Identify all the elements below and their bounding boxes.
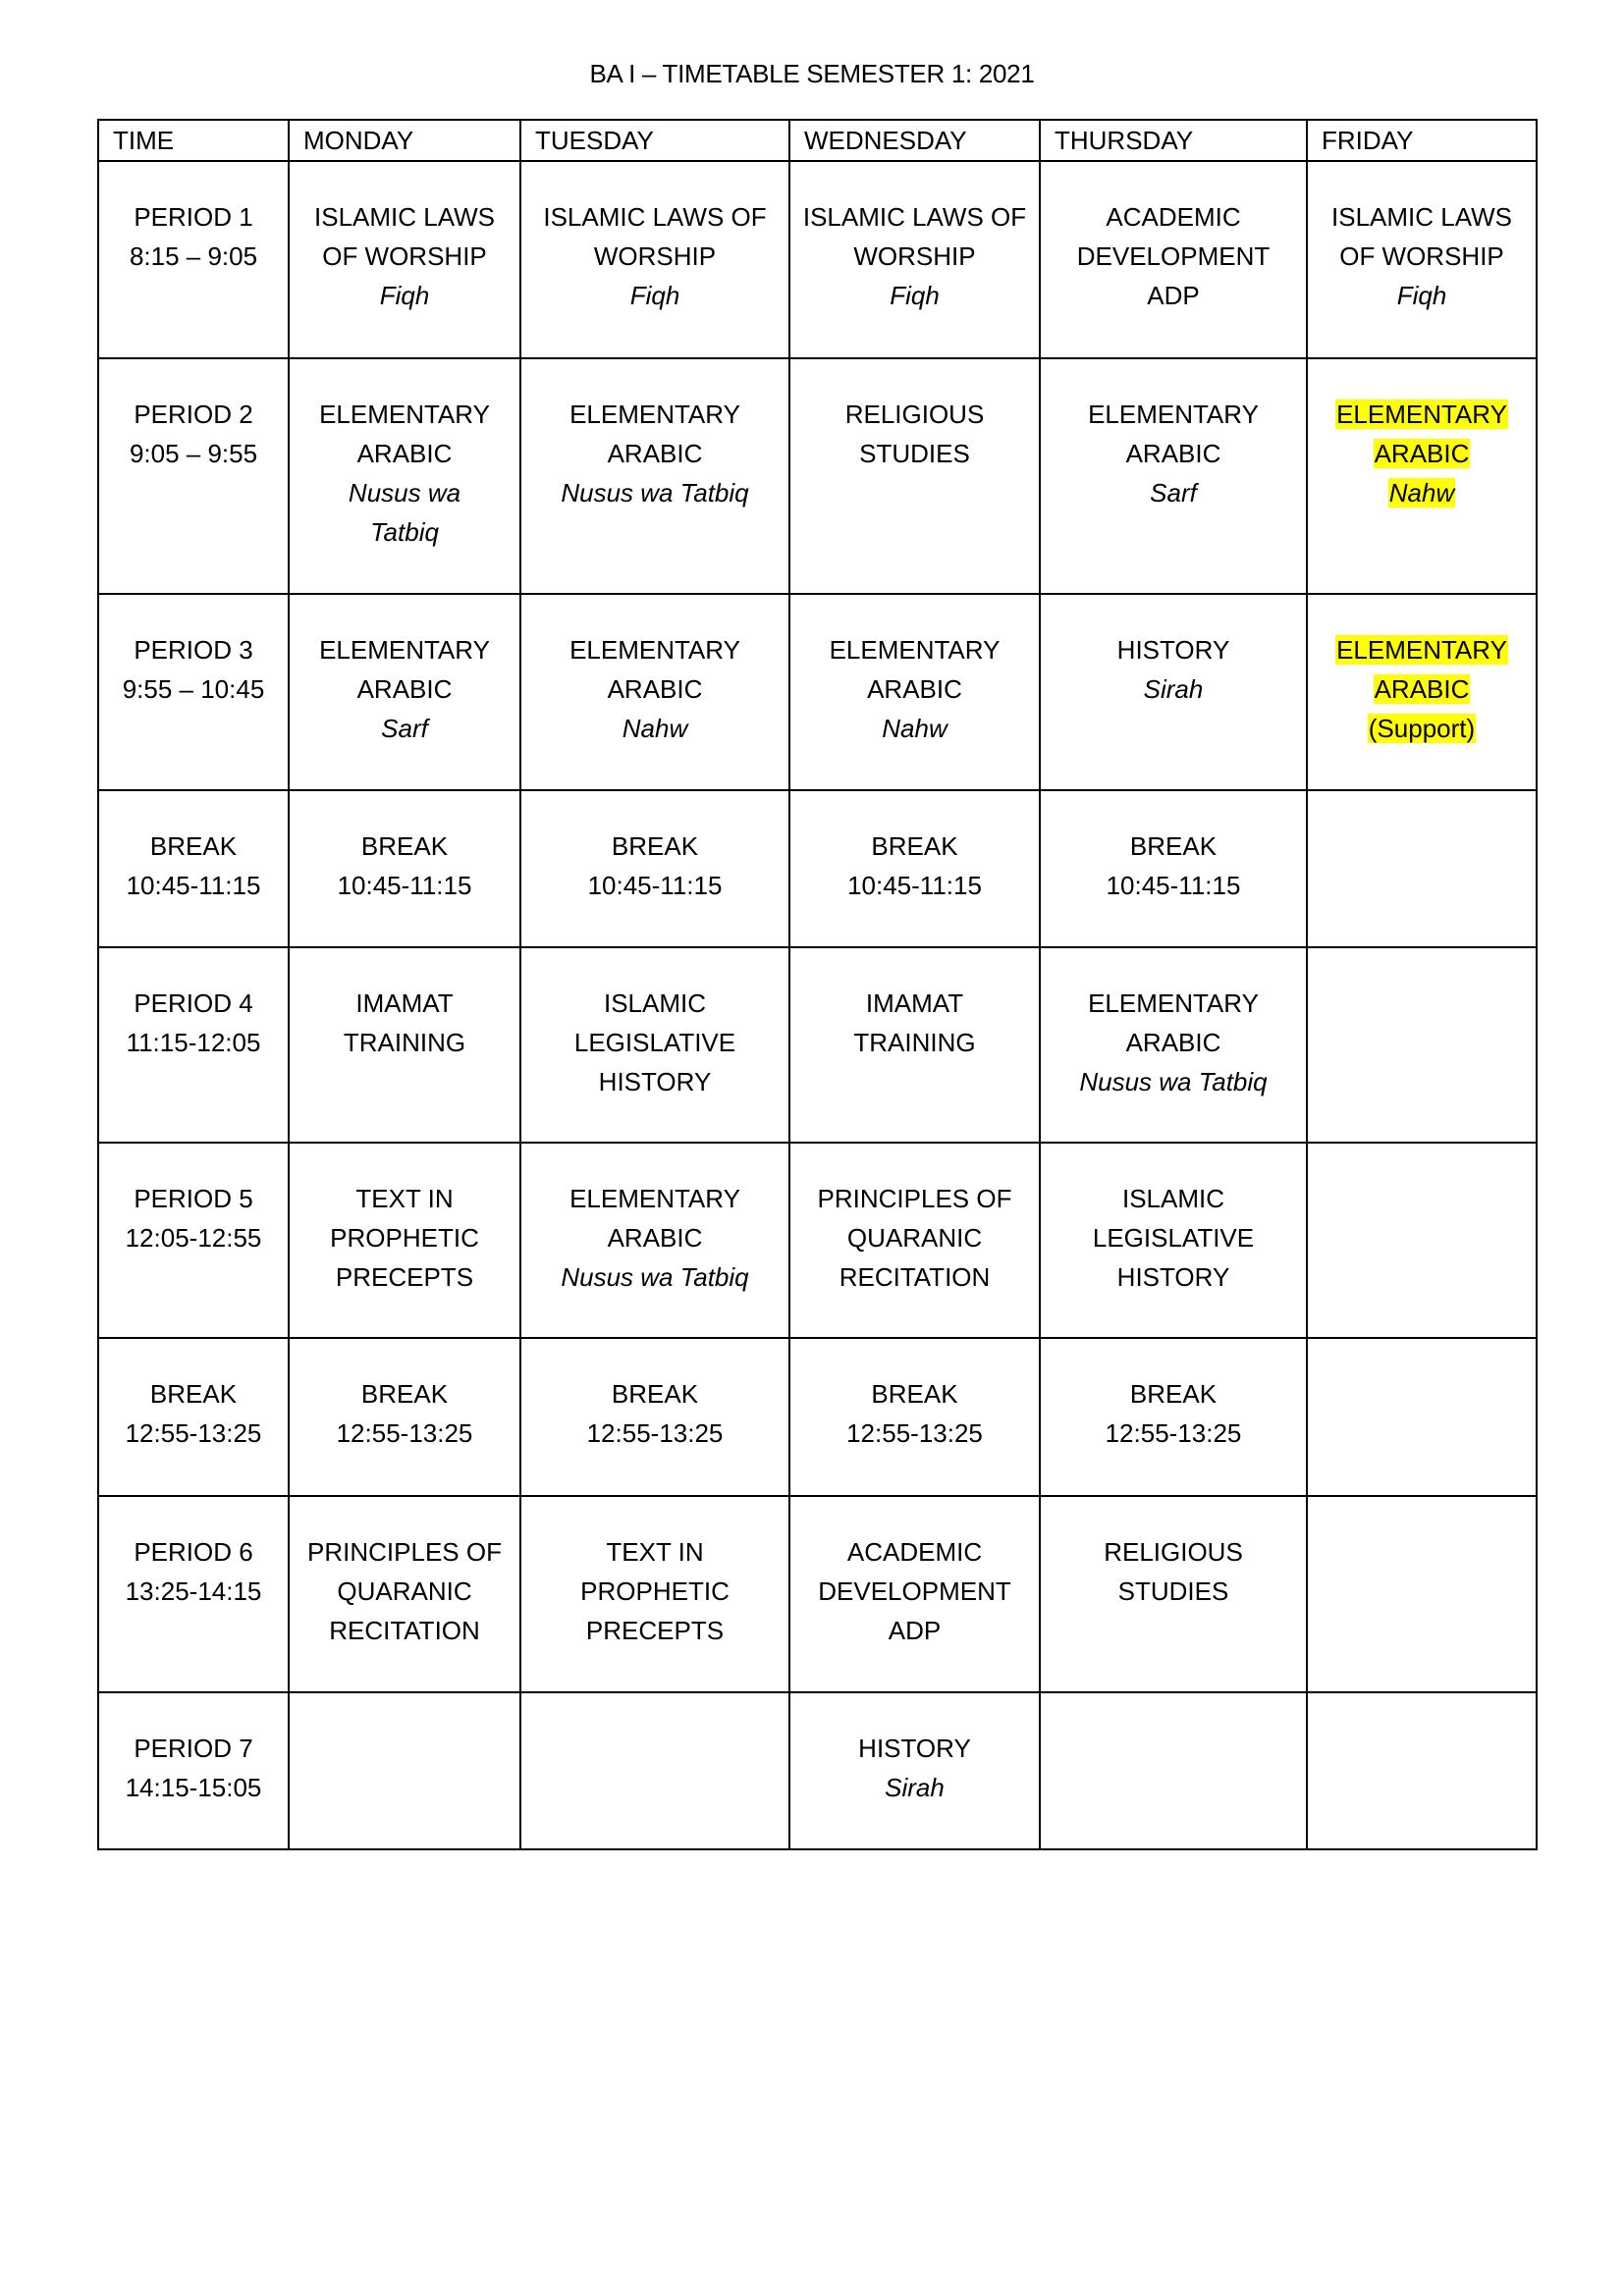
cell-tuesday [520, 1338, 789, 1496]
cell-line [521, 473, 788, 512]
cell-line [790, 709, 1039, 748]
cell-text: 12:55-13:25 [1105, 1418, 1242, 1448]
cell-line [521, 1179, 788, 1218]
cell-text: PRECEPTS [585, 1616, 725, 1645]
cell-line [99, 866, 288, 905]
time-cell [98, 1496, 289, 1692]
cell-text: ISLAMIC LAWS [314, 202, 495, 232]
cell-line [1308, 197, 1536, 237]
column-header-wednesday: WEDNESDAY [789, 120, 1040, 161]
cell-line [790, 237, 1039, 276]
highlighted-line [1308, 630, 1536, 669]
cell-line [99, 1179, 288, 1218]
time-cell [98, 161, 289, 358]
cell-line [290, 197, 519, 237]
cell-line [521, 1374, 788, 1414]
cell-wednesday [789, 1692, 1040, 1849]
cell-line [790, 1218, 1039, 1257]
cell-text: BREAK [871, 1379, 958, 1409]
cell-line [790, 1572, 1039, 1611]
cell-thursday [1040, 1143, 1307, 1338]
cell-tuesday [520, 1692, 789, 1849]
cell-line [99, 1374, 288, 1414]
timetable-row [98, 1338, 1537, 1496]
cell-line [99, 1768, 288, 1807]
cell-text: RECITATION [839, 1262, 991, 1292]
cell-line [790, 827, 1039, 866]
cell-text: Fiqh [379, 281, 430, 310]
cell-line [1308, 237, 1536, 276]
cell-text: Sarf [381, 714, 428, 743]
cell-line [521, 1023, 788, 1062]
cell-text: BREAK [1129, 1379, 1218, 1409]
cell-thursday [1040, 358, 1307, 594]
column-header-tuesday: TUESDAY [520, 120, 789, 161]
cell-text: ARABIC [607, 674, 703, 704]
highlighted-line [1308, 473, 1536, 512]
cell-line [790, 197, 1039, 237]
cell-text: PERIOD 6 [134, 1537, 253, 1567]
cell-text: Nahw [1388, 478, 1455, 507]
cell-line [790, 1023, 1039, 1062]
cell-text: ACADEMIC [846, 1537, 983, 1567]
cell-friday [1307, 1692, 1537, 1849]
cell-monday [289, 358, 520, 594]
cell-line [290, 434, 519, 473]
cell-text: ARABIC [867, 674, 962, 704]
cell-monday [289, 161, 520, 358]
cell-line [290, 276, 519, 315]
cell-line [99, 197, 288, 237]
cell-text: IMAMAT [355, 988, 454, 1018]
cell-line [521, 434, 788, 473]
cell-text: OF WORSHIP [322, 241, 487, 271]
cell-text: PRINCIPLES OF [817, 1184, 1012, 1213]
highlighted-line [1308, 434, 1536, 473]
cell-line [290, 1414, 519, 1453]
highlighted-line [1308, 709, 1536, 748]
cell-text: 10:45-11:15 [1106, 871, 1241, 900]
cell-text: RELIGIOUS [1104, 1537, 1243, 1567]
cell-text: Sarf [1150, 478, 1197, 507]
cell-line [290, 1532, 519, 1572]
cell-text: DEVELOPMENT [1076, 241, 1271, 271]
cell-line [1041, 237, 1306, 276]
cell-line [290, 1611, 519, 1650]
cell-text: ISLAMIC [603, 988, 707, 1018]
cell-text: PERIOD 4 [134, 988, 253, 1018]
cell-thursday [1040, 790, 1307, 947]
cell-line [790, 1374, 1039, 1414]
cell-text: PROPHETIC [580, 1576, 730, 1606]
cell-text: 10:45-11:15 [587, 871, 723, 900]
cell-text: ARABIC [1125, 1028, 1221, 1057]
cell-line [99, 395, 288, 434]
cell-line [99, 1729, 288, 1768]
time-cell [98, 1692, 289, 1849]
cell-text: ELEMENTARY [829, 635, 1001, 665]
cell-friday [1307, 947, 1537, 1143]
highlighted-line [1308, 395, 1536, 434]
cell-text: 10:45-11:15 [126, 871, 261, 900]
cell-line [1041, 434, 1306, 473]
cell-line [1041, 984, 1306, 1023]
cell-text: ISLAMIC [1121, 1184, 1225, 1213]
timetable-row [98, 1692, 1537, 1849]
cell-text: ELEMENTARY [319, 635, 490, 665]
cell-text: PERIOD 2 [134, 400, 253, 429]
cell-text: HISTORY [858, 1734, 971, 1763]
cell-thursday [1040, 1692, 1307, 1849]
cell-text: QUARANIC [846, 1223, 983, 1253]
cell-line [521, 1572, 788, 1611]
cell-text: BREAK [149, 831, 238, 861]
cell-line [1041, 866, 1306, 905]
cell-text: TRAINING [853, 1028, 976, 1057]
column-header-monday: MONDAY [289, 120, 520, 161]
cell-text: ELEMENTARY [569, 400, 740, 429]
time-cell [98, 947, 289, 1143]
cell-line [290, 984, 519, 1023]
cell-thursday [1040, 161, 1307, 358]
time-cell [98, 358, 289, 594]
cell-line [521, 709, 788, 748]
cell-text: IMAMAT [865, 988, 964, 1018]
cell-line [1041, 1218, 1306, 1257]
cell-text: PERIOD 7 [134, 1734, 253, 1763]
cell-text: ELEMENTARY [319, 400, 490, 429]
cell-text: STUDIES [859, 439, 970, 468]
cell-text: 11:15-12:05 [126, 1028, 261, 1057]
cell-text: BREAK [149, 1379, 238, 1409]
cell-text: PERIOD 3 [134, 635, 253, 665]
cell-text: 9:55 – 10:45 [122, 674, 265, 704]
cell-thursday [1040, 947, 1307, 1143]
cell-text: 12:55-13:25 [586, 1418, 724, 1448]
cell-line [1041, 1414, 1306, 1453]
cell-line [521, 827, 788, 866]
cell-text: PROPHETIC [330, 1223, 479, 1253]
cell-line [1041, 1572, 1306, 1611]
cell-line [521, 1062, 788, 1101]
cell-line [1041, 669, 1306, 709]
page-title: BA I – TIMETABLE SEMESTER 1: 2021 [589, 59, 1035, 88]
cell-text: ARABIC [1374, 674, 1470, 704]
cell-text: ELEMENTARY [1088, 400, 1259, 429]
cell-line [99, 827, 288, 866]
cell-line [521, 1218, 788, 1257]
cell-text: 12:55-13:25 [336, 1418, 473, 1448]
cell-wednesday [789, 358, 1040, 594]
cell-line [521, 630, 788, 669]
header-row [98, 120, 1537, 161]
cell-text: TEXT IN [606, 1537, 704, 1567]
cell-friday [1307, 1143, 1537, 1338]
cell-text: ARABIC [607, 1223, 703, 1253]
cell-line [790, 1414, 1039, 1453]
cell-wednesday [789, 947, 1040, 1143]
cell-line [521, 1611, 788, 1650]
cell-line [521, 1532, 788, 1572]
cell-tuesday [520, 594, 789, 790]
cell-line [790, 1729, 1039, 1768]
cell-tuesday [520, 358, 789, 594]
timetable-row [98, 947, 1537, 1143]
cell-line [521, 866, 788, 905]
cell-line [290, 669, 519, 709]
cell-line [790, 1179, 1039, 1218]
cell-text: ARABIC [1125, 439, 1221, 468]
cell-text: ELEMENTARY [1088, 988, 1259, 1018]
cell-text: Nusus wa [348, 478, 461, 507]
cell-line [521, 1414, 788, 1453]
cell-line [290, 1572, 519, 1611]
cell-text: BREAK [360, 1379, 449, 1409]
cell-tuesday [520, 1143, 789, 1338]
timetable [97, 119, 1538, 1850]
cell-text: BREAK [611, 1379, 699, 1409]
cell-text: ELEMENTARY [569, 635, 740, 665]
cell-text: 13:25-14:15 [125, 1576, 262, 1606]
cell-line [790, 395, 1039, 434]
cell-text: Nusus wa Tatbiq [561, 478, 749, 507]
cell-line [790, 1611, 1039, 1650]
cell-line [790, 1532, 1039, 1572]
cell-text: PRINCIPLES OF [307, 1537, 502, 1567]
cell-text: RELIGIOUS [844, 400, 985, 429]
cell-line [99, 630, 288, 669]
cell-line [290, 237, 519, 276]
cell-text: ARABIC [607, 439, 703, 468]
cell-text: ISLAMIC LAWS [1331, 202, 1512, 232]
cell-friday [1307, 1496, 1537, 1692]
cell-text: 10:45-11:15 [847, 871, 982, 900]
cell-line [290, 512, 519, 552]
cell-line [290, 1218, 519, 1257]
cell-line [1041, 473, 1306, 512]
cell-line [790, 669, 1039, 709]
cell-wednesday [789, 1496, 1040, 1692]
cell-line [790, 434, 1039, 473]
time-cell [98, 594, 289, 790]
cell-text: RECITATION [329, 1616, 480, 1645]
cell-text: BREAK [611, 831, 699, 861]
cell-line [99, 1218, 288, 1257]
cell-text: 12:05-12:55 [125, 1223, 262, 1253]
cell-line [290, 1179, 519, 1218]
cell-friday [1307, 1338, 1537, 1496]
cell-line [99, 1572, 288, 1611]
cell-line [1041, 1374, 1306, 1414]
cell-text: Fiqh [890, 281, 940, 310]
cell-text: LEGISLATIVE [1092, 1223, 1255, 1253]
cell-line [290, 630, 519, 669]
cell-text: ISLAMIC LAWS OF [543, 202, 767, 232]
time-cell [98, 1338, 289, 1496]
cell-wednesday [789, 161, 1040, 358]
cell-text: TEXT IN [355, 1184, 454, 1213]
cell-line [290, 473, 519, 512]
cell-line [521, 237, 788, 276]
column-header-thursday: THURSDAY [1040, 120, 1307, 161]
timetable-row [98, 358, 1537, 594]
cell-line [99, 984, 288, 1023]
cell-text: 10:45-11:15 [337, 871, 472, 900]
cell-text: TRAINING [343, 1028, 466, 1057]
cell-thursday [1040, 1338, 1307, 1496]
cell-friday [1307, 594, 1537, 790]
column-header-time: TIME [98, 120, 289, 161]
highlighted-line [1308, 669, 1536, 709]
cell-thursday [1040, 594, 1307, 790]
cell-text: Sirah [885, 1773, 945, 1802]
cell-line [290, 1023, 519, 1062]
cell-line [1041, 197, 1306, 237]
cell-text: 12:55-13:25 [125, 1418, 262, 1448]
cell-line [1041, 1023, 1306, 1062]
cell-text: HISTORY [1116, 1262, 1230, 1292]
cell-tuesday [520, 161, 789, 358]
cell-text: LEGISLATIVE [573, 1028, 736, 1057]
cell-text: WORSHIP [853, 241, 976, 271]
cell-monday [289, 947, 520, 1143]
cell-tuesday [520, 947, 789, 1143]
cell-tuesday [520, 790, 789, 947]
cell-line [521, 197, 788, 237]
cell-text: ACADEMIC [1106, 202, 1241, 232]
cell-monday [289, 1143, 520, 1338]
cell-line [99, 669, 288, 709]
cell-line [1041, 395, 1306, 434]
cell-text: PERIOD 5 [134, 1184, 253, 1213]
cell-text: OF WORSHIP [1339, 241, 1504, 271]
cell-line [290, 709, 519, 748]
cell-wednesday [789, 1338, 1040, 1496]
cell-wednesday [789, 1143, 1040, 1338]
cell-line [290, 866, 519, 905]
cell-line [1041, 276, 1306, 315]
cell-line [1308, 276, 1536, 315]
cell-text: PERIOD 1 [134, 202, 253, 232]
cell-line [290, 1374, 519, 1414]
cell-text: ADP [1147, 281, 1200, 310]
cell-line [790, 276, 1039, 315]
cell-line [290, 1257, 519, 1297]
cell-friday [1307, 358, 1537, 594]
cell-text: BREAK [1129, 831, 1218, 861]
cell-line [1041, 1257, 1306, 1297]
time-cell [98, 790, 289, 947]
cell-text: Fiqh [629, 281, 680, 310]
cell-text: ARABIC [356, 674, 453, 704]
timetable-row [98, 161, 1537, 358]
cell-text: Fiqh [1396, 281, 1447, 310]
cell-line [1041, 1062, 1306, 1101]
cell-monday [289, 1692, 520, 1849]
cell-text: Sirah [1143, 674, 1204, 704]
cell-line [1041, 1532, 1306, 1572]
cell-text: ELEMENTARY [1336, 635, 1507, 665]
cell-text: HISTORY [598, 1067, 712, 1096]
cell-line [521, 984, 788, 1023]
cell-line [99, 1414, 288, 1453]
cell-text: 14:15-15:05 [125, 1773, 262, 1802]
cell-text: DEVELOPMENT [818, 1576, 1011, 1606]
cell-text: PRECEPTS [335, 1262, 474, 1292]
cell-text: QUARANIC [337, 1576, 472, 1606]
cell-text: Nusus wa Tatbiq [561, 1262, 749, 1292]
cell-text: 8:15 – 9:05 [129, 241, 258, 271]
cell-text: Tatbiq [370, 517, 439, 547]
cell-friday [1307, 790, 1537, 947]
cell-line [99, 1532, 288, 1572]
cell-line [290, 827, 519, 866]
cell-text: BREAK [360, 831, 449, 861]
cell-line [521, 395, 788, 434]
timetable-row [98, 1496, 1537, 1692]
cell-text: ARABIC [1374, 439, 1470, 468]
cell-line [1041, 827, 1306, 866]
cell-monday [289, 1496, 520, 1692]
cell-monday [289, 790, 520, 947]
cell-text: ELEMENTARY [1336, 400, 1507, 429]
cell-text: Nahw [622, 714, 688, 743]
column-header-friday: FRIDAY [1307, 120, 1537, 161]
cell-text: HISTORY [1116, 635, 1230, 665]
cell-text: ADP [888, 1616, 942, 1645]
cell-line [521, 276, 788, 315]
cell-line [790, 984, 1039, 1023]
timetable-row [98, 1143, 1537, 1338]
cell-line [790, 1257, 1039, 1297]
cell-monday [289, 594, 520, 790]
cell-text: ARABIC [356, 439, 453, 468]
cell-tuesday [520, 1496, 789, 1692]
cell-friday [1307, 161, 1537, 358]
cell-thursday [1040, 1496, 1307, 1692]
cell-line [790, 866, 1039, 905]
cell-line [99, 434, 288, 473]
cell-line [99, 237, 288, 276]
timetable-row [98, 790, 1537, 947]
cell-text: 12:55-13:25 [846, 1418, 983, 1448]
cell-line [99, 1023, 288, 1062]
cell-monday [289, 1338, 520, 1496]
cell-line [290, 395, 519, 434]
cell-text: WORSHIP [593, 241, 717, 271]
cell-line [521, 1257, 788, 1297]
cell-text: STUDIES [1117, 1576, 1229, 1606]
cell-text: (Support) [1368, 714, 1476, 743]
cell-line [521, 669, 788, 709]
cell-text: Nahw [882, 714, 947, 743]
cell-text: BREAK [871, 831, 958, 861]
cell-line [1041, 630, 1306, 669]
cell-text: ISLAMIC LAWS OF [802, 202, 1027, 232]
cell-text: ELEMENTARY [569, 1184, 740, 1213]
cell-wednesday [789, 594, 1040, 790]
cell-line [790, 1768, 1039, 1807]
cell-line [790, 630, 1039, 669]
timetable-row [98, 594, 1537, 790]
cell-wednesday [789, 790, 1040, 947]
cell-text: 9:05 – 9:55 [129, 439, 258, 468]
cell-line [1041, 1179, 1306, 1218]
time-cell [98, 1143, 289, 1338]
cell-text: Nusus wa Tatbiq [1079, 1067, 1268, 1096]
